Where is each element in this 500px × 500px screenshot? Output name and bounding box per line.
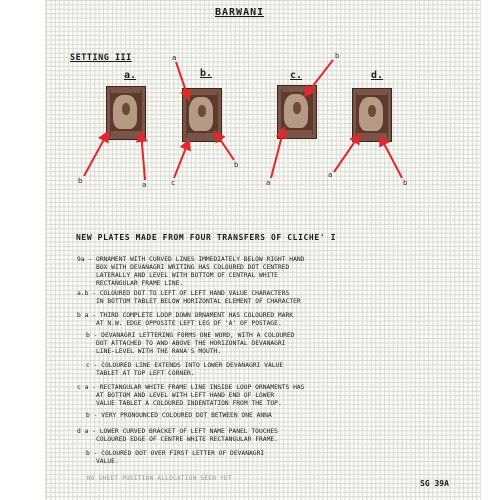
- note-line: b - DEVANAGRI LETTERING FORMS ONE WORD, WITH A COLOURED: [86, 332, 295, 339]
- arrow-label: b: [335, 52, 340, 60]
- arrow-label: a: [266, 179, 271, 187]
- note-line: LINE-LEVEL WITH THE RANA'S MOUTH.: [96, 348, 222, 355]
- arrow-label: b: [234, 161, 239, 169]
- note-line: COLOURED EDGE OF CENTRE WHITE RECTANGULAR FRAME.: [96, 436, 278, 443]
- stamp-label-a: a.: [124, 70, 137, 81]
- note-line: AT BOTTOM AND LEVEL WITH LEFT HAND END OF LOWER: [96, 392, 275, 399]
- stamp-label-d: d.: [371, 70, 384, 81]
- arrow-label: a: [142, 181, 147, 189]
- note-line: b a - THIRD COMPLETE LOOP DOWN ORNAMENT HAS COLOURED MARK: [77, 312, 294, 319]
- footer-note: NO SHEET POSITION ALLOCATION SEEN YET: [87, 475, 232, 482]
- note-line: VALUE TABLET A COLOURED INDENTATION FROM THE TOP.: [96, 400, 282, 407]
- arrow-c-a: [271, 128, 284, 178]
- note-line: a.b - COLOURED DOT TO LEFT OF LEFT HAND VALUE CHARACTERS: [77, 290, 290, 297]
- arrow-b-c: [174, 140, 189, 178]
- note-line: BOX WITH DEVANAGRI WRITING HAS COLOURED DOT CENTRED: [96, 264, 290, 271]
- arrow-label: a: [172, 54, 177, 62]
- stamp-label-c: c.: [290, 70, 303, 81]
- page-title: BARWANI: [215, 7, 265, 18]
- note-line: b - VERY PRONOUNCED COLOURED DOT BETWEEN ONE ANNA: [86, 412, 272, 419]
- arrow-a-b: [84, 132, 108, 176]
- note-line: d a - LOWER CURVED BRACKET OF LEFT NAME PANEL TOUCHES: [77, 428, 278, 435]
- arrow-label: b: [403, 179, 408, 187]
- arrow-label: c: [171, 179, 176, 187]
- arrow-b-b: [215, 132, 234, 160]
- note-line: b - COLOURED DOT OVER FIRST LETTER OF DEVANAGRI: [86, 450, 265, 457]
- arrow-label: a: [328, 171, 333, 179]
- note-line: VALUE.: [96, 458, 119, 465]
- note-line: AT N.W. EDGE OPPOSITE LEFT LEG OF 'A' OF POSTAGE.: [96, 320, 282, 327]
- note-line: RECTANGULAR FRAME LINE.: [96, 280, 184, 287]
- arrow-d-a: [334, 134, 360, 172]
- note-line: TABLET AT TOP LEFT CORNER.: [96, 370, 195, 377]
- stamp-label-b: b.: [200, 68, 213, 79]
- arrow-b-a: [176, 62, 189, 100]
- note-line: IN BOTTOM TABLET BELOW HORIZONTAL ELEMENT OF CHARACTER: [96, 298, 301, 305]
- arrow-a-a: [141, 132, 145, 180]
- note-line: DOT ATTACHED TO AND ABOVE THE HORIZONTAL DEVANAGRI: [96, 340, 286, 347]
- note-line: c a - RECTANGULAR WHITE FRAME LINE INSIDE LOOP ORNAMENTS HAS: [77, 384, 305, 391]
- note-line: c - COLOURED LINE EXTENDS INTO LOWER DEVANAGRI VALUE: [86, 362, 284, 369]
- setting-label: SETTING III: [70, 53, 132, 63]
- arrow-d-b: [380, 136, 402, 178]
- section-heading: NEW PLATES MADE FROM FOUR TRANSFERS OF CLICHE' I: [76, 233, 336, 242]
- catalogue-number: SG 39A: [420, 479, 449, 488]
- arrow-label: b: [78, 177, 83, 185]
- arrow-c-b: [305, 60, 333, 96]
- note-line: LATERALLY AND LEVEL WITH BOTTOM OF CENTRAL WHITE: [96, 272, 278, 279]
- note-line: 9a - ORNAMENT WITH CURVED LINES IMMEDIATELY BELOW RIGHT HAND: [77, 256, 305, 263]
